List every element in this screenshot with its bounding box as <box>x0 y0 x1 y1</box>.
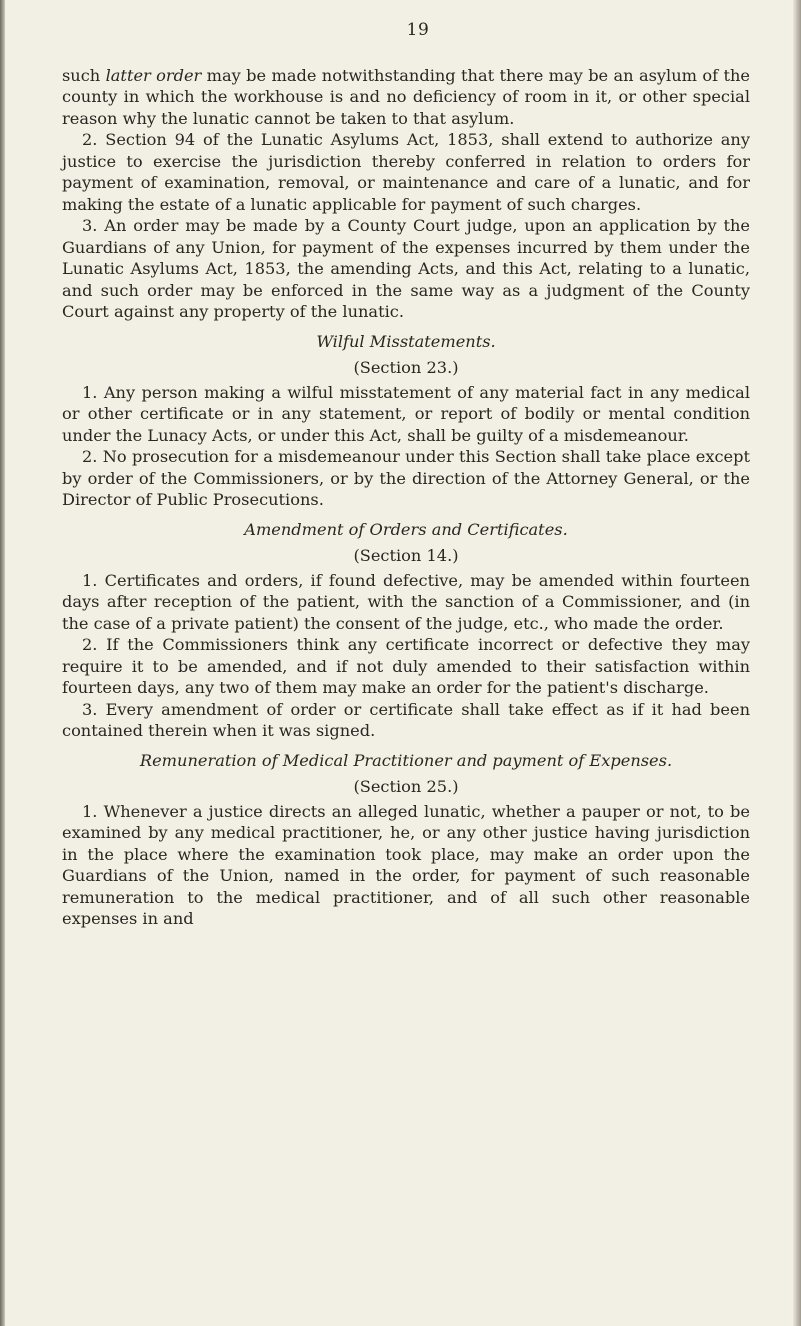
section-reference: (Section 23.) <box>353 358 459 377</box>
intro-paragraph: such latter order may be made notwithstanding that there may be an asylum of the county in which the workhouse is and no deficiency of room in it, or other special reason why the lunatic cannot be taken to that asylum. <box>62 65 750 128</box>
paragraph: 2. Section 94 of the Lunatic Asylums Act, 1853, shall extend to authorize any justice to exercise the jurisdiction thereby conferred in relation to orders for payment of examination, removal, or maintenance and care of a lunatic, and for making the estate of a lunatic applicable for payment of such charges. <box>62 130 750 214</box>
paragraph: 1. Any person making a wilful misstatement of any material fact in any medical or other certificate or in any statement, or report of bodily or mental condition under the Lunacy Acts, or under this Act, shall be guilty of a misdemeanour. <box>62 382 750 445</box>
section-heading: Amendment of Orders and Certificates. <box>244 519 568 539</box>
paragraph: 1. Whenever a justice directs an alleged lunatic, whether a pauper or not, to be examined by any medical practitioner, he, or any other justice having jurisdiction in the place where the examination took place, may make an order upon the Guardians of the Union, named in the order, for payment of such reasonable remuneration to the medical practitioner, and of all such other reasonable expenses in and <box>62 801 750 928</box>
section-reference: (Section 25.) <box>353 777 459 796</box>
paragraph: 2. If the Commissioners think any certificate incorrect or defective they may require it to be amended, and if not duly amended to their satisfaction within fourteen days, any two of them may make an order for the patient's discharge. <box>62 635 750 697</box>
section-reference: (Section 14.) <box>353 546 459 565</box>
section-heading: Wilful Misstatements. <box>316 331 496 351</box>
italic-phrase: latter order <box>105 65 202 85</box>
page-number: 19 <box>406 20 430 40</box>
scan-edge-right <box>793 0 801 1326</box>
document-page <box>62 20 750 930</box>
scan-edge-left <box>0 0 5 1326</box>
paragraph: 2. No prosecution for a misdemeanour under this Section shall take place except by order of the Commissioners, or by the direction of the Attorney General, or the Director of Public Prosecutions. <box>62 447 750 509</box>
section-heading: Remuneration of Medical Practitioner and payment of Expenses. <box>139 750 673 770</box>
paragraph: 1. Certificates and orders, if found defective, may be amended within fourteen days after reception of the patient, with the sanction of a Commissioner, and (in the case of a private patient) the consent of the judge, etc., who made the order. <box>62 570 750 633</box>
paragraph: 3. Every amendment of order or certificate shall take effect as if it had been contained therein when it was signed. <box>62 699 750 740</box>
paragraph: 3. An order may be made by a County Court judge, upon an application by the Guardians of any Union, for payment of the expenses incurred by them under the Lunatic Asylums Act, 1853, the amending Acts, and this Act, relating to a lunatic, and such order may be enforced in the same way as a judgment of the County Court against any property of the lunatic. <box>62 216 750 321</box>
